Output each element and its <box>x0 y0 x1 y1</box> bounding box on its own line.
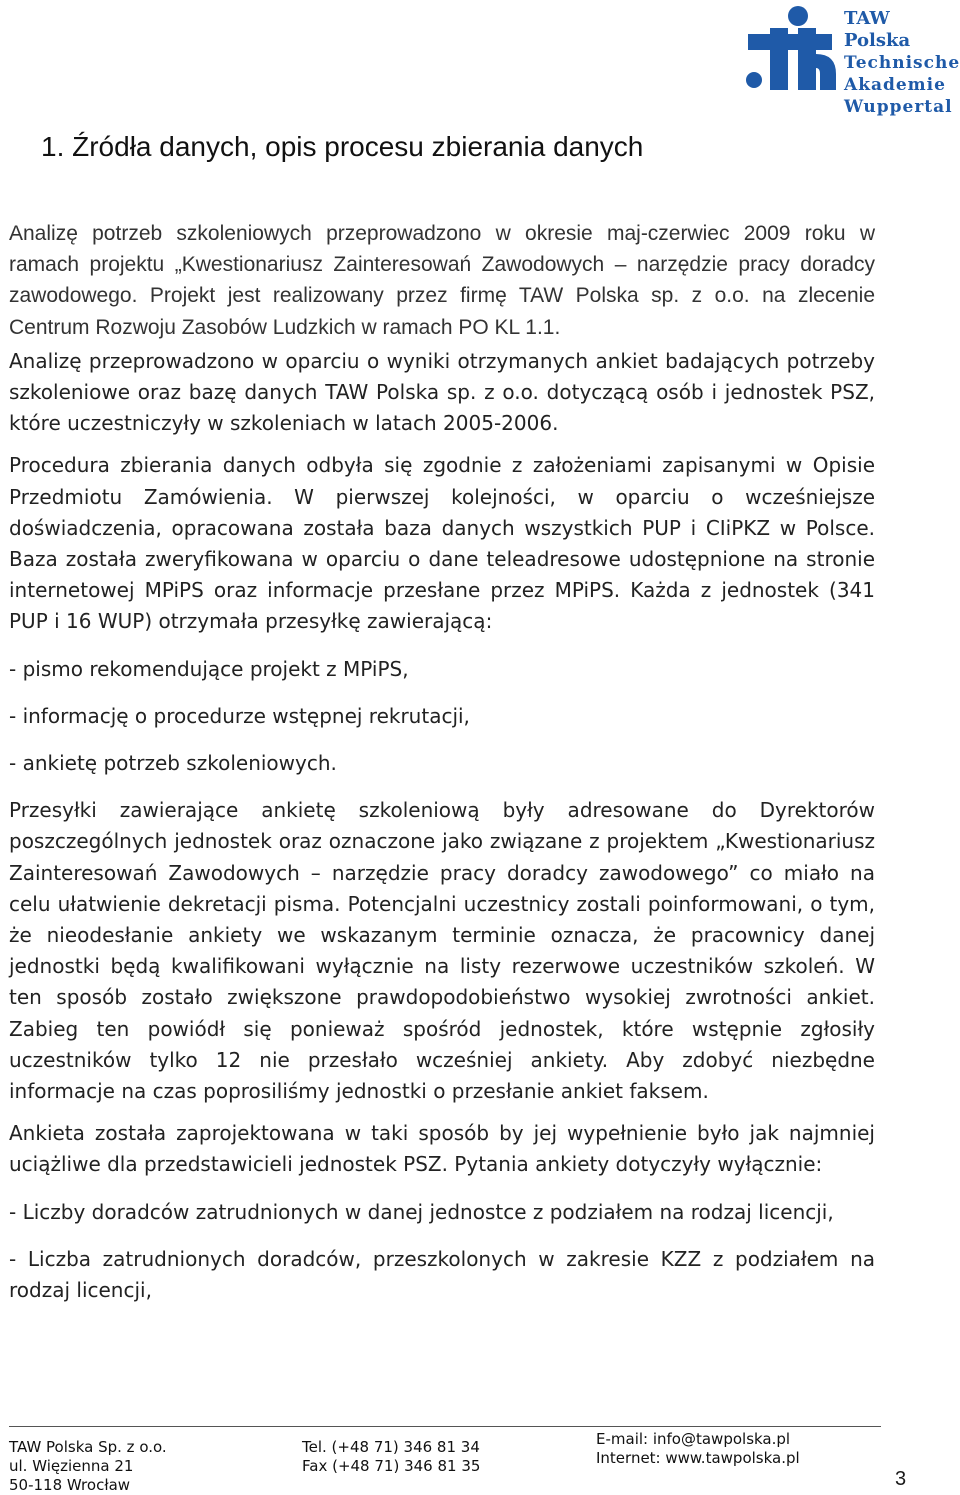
footer-phones <box>302 1438 480 1476</box>
logo-line-1: TAW Polska <box>844 8 911 51</box>
logo-line-2: Technische <box>844 53 960 73</box>
page-number: 3 <box>895 1468 907 1490</box>
logo-line-3: Akademie <box>844 75 946 95</box>
footer-city: 50-118 Wrocław <box>9 1476 131 1494</box>
paragraph-3: Procedura zbierania danych odbyła się zgodnie z założeniami zapisanymi w Opisie Przedmiotu Zamówienia. W pierwszej kolejności, w oparciu o wcześniejsze doświadczenia, opracowana została baza danych wszystkich PUP i CIiPKZ w Polsce. Baza została zweryfikowana w oparciu o dane teleadresowe udostępnione na stronie internetowej MPiPS oraz informacje przesłane przez MPiPS. Każda z jednostek (341 PUP i 16 WUP) otrzymała przesyłkę zawierającą: <box>9 453 875 634</box>
paragraph-2: Analizę przeprowadzono w oparciu o wyniki otrzymanych ankiet badających potrzeby szkoleniowe oraz bazę danych TAW Polska sp. z o.o. dotyczącą osób i jednostek PSZ, które uczestniczyły w szkoleniach w latach 2005-2006. <box>9 348 875 436</box>
list-item-5: - Liczba zatrudnionych doradców, przeszkolonych w zakresie KZZ z podziałem na rodzaj licencji, <box>9 1246 875 1303</box>
taw-logo-icon <box>740 4 840 96</box>
logo-line-4: Wuppertal <box>844 97 953 117</box>
paragraph-5: Ankieta została zaprojektowana w taki sposób by jej wypełnienie było jak najmniej uciążliwe dla przedstawicieli jednostek PSZ. Pytania ankiety dotyczyły wyłącznie: <box>9 1121 875 1177</box>
footer-contact <box>596 1430 800 1468</box>
footer-street: ul. Więzienna 21 <box>9 1457 134 1475</box>
footer-web[interactable]: Internet: www.tawpolska.pl <box>596 1449 800 1467</box>
footer-tel: Tel. (+48 71) 346 81 34 <box>302 1438 480 1456</box>
footer-email[interactable]: E-mail: info@tawpolska.pl <box>596 1430 791 1448</box>
paragraph-1: Analizę potrzeb szkoleniowych przeprowadzono w okresie maj-czerwiec 2009 roku w ramach projektu „Kwestionariusz Zainteresowań Zawodowych – narzędzie pracy doradcy zawodowego. Projekt jest realizowany przez firmę TAW Polska sp. z o.o. na zlecenie Centrum Rozwoju Zasobów Ludzkich w ramach PO KL 1.1. <box>9 222 875 339</box>
list-item-1: - pismo rekomendujące projekt z MPiPS, <box>9 656 409 681</box>
footer-company: TAW Polska Sp. z o.o. <box>9 1438 167 1456</box>
footer-address <box>9 1438 167 1495</box>
document-body <box>9 218 875 1317</box>
paragraph-4: Przesyłki zawierające ankietę szkoleniową były adresowane do Dyrektorów poszczególnych jednostek oraz oznaczone jako związane z projektem „Kwestionariusz Zainteresowań Zawodowych – narzędzie pracy doradcy zawodowego” co miało na celu ułatwienie dekretacji pisma. Potencjalni uczestnicy zostali poinformowani, o tym, że nieodesłanie ankiety we wskazanym terminie oznacza, że pracownicy danej jednostki będą kwalifikowani wyłącznie na listy rezerwowe uczestników szkoleń. W ten sposób zostało zwiększone prawdopodobieństwo wysokiej zwrotności ankiet. Zabieg ten powiódł się ponieważ spośród jednostek, które wstępnie zgłosiły uczestników tylko 12 nie przesłało wcześniej ankiety. Aby zdobyć niezbędne informacje na czas poprosiliśmy jednostki o przesłanie ankiet faksem. <box>9 798 875 1104</box>
section-title: 1. Źródła danych, opis procesu zbierania danych <box>41 131 644 162</box>
list-item-2: - informację o procedurze wstępnej rekrutacji, <box>9 703 470 728</box>
list-item-3: - ankietę potrzeb szkoleniowych. <box>9 751 337 776</box>
footer-divider <box>9 1426 881 1427</box>
company-logo <box>740 4 960 117</box>
footer-fax: Fax (+48 71) 346 81 35 <box>302 1457 481 1475</box>
list-item-4: - Liczby doradców zatrudnionych w danej jednostce z podziałem na rodzaj licencji, <box>9 1199 834 1224</box>
